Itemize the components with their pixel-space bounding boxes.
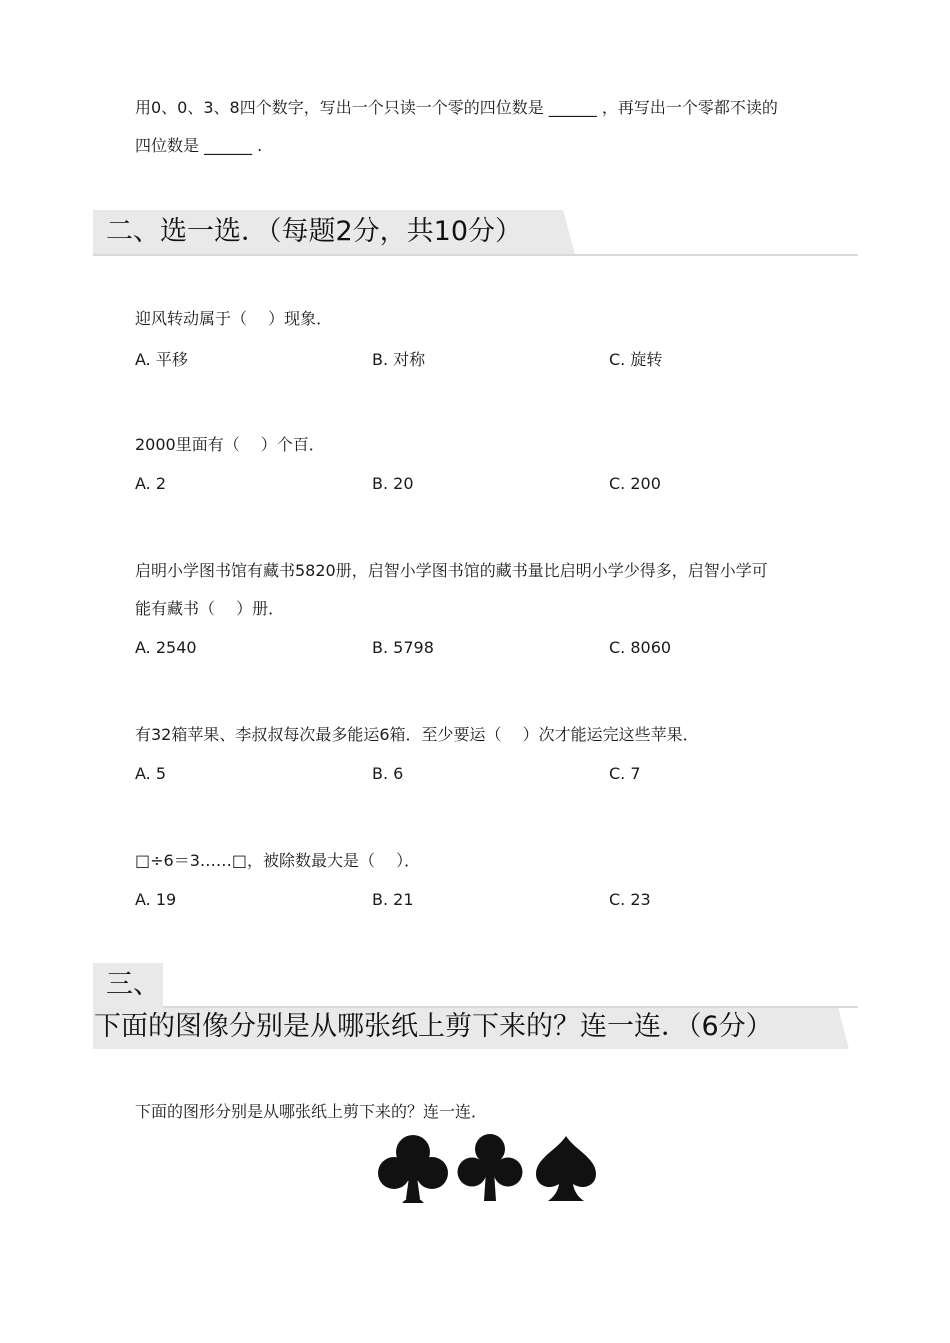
- section-title: 下面的图像分别是从哪张纸上剪下来的？连一连．（6分）: [94, 1011, 773, 1042]
- fill-question-line1: 用0、0、3、8四个数字，写出一个只读一个零的四位数是 ______ ，再写出一个零都不读的: [135, 98, 778, 117]
- three-leaf-icon: [378, 1133, 448, 1205]
- option-b[interactable]: B. 21: [372, 890, 414, 909]
- option-c[interactable]: C. 23: [609, 890, 651, 909]
- option-c[interactable]: C. 200: [609, 474, 661, 493]
- question-text-line2: 能有藏书（ ）册．: [135, 599, 285, 618]
- section-label: 三、: [106, 969, 160, 1000]
- option-c[interactable]: C. 旋转: [609, 350, 663, 369]
- option-a[interactable]: A. 2: [135, 474, 167, 493]
- option-a[interactable]: A. 平移: [135, 350, 188, 369]
- question-text: 下面的图形分别是从哪张纸上剪下来的？连一连．: [135, 1102, 488, 1121]
- question-text: □÷6＝3……□，被除数最大是（ ）．: [135, 851, 421, 870]
- option-b[interactable]: B. 6: [372, 764, 404, 783]
- club-icon: [457, 1133, 523, 1203]
- question-text: 2000里面有（ ）个百．: [135, 435, 325, 454]
- option-b[interactable]: B. 对称: [372, 350, 426, 369]
- section-title: 二、选一选．（每题2分，共10分）: [106, 216, 523, 247]
- fill-question-line2: 四位数是 ______ .: [135, 136, 263, 155]
- option-c[interactable]: C. 8060: [609, 638, 672, 657]
- spade-icon: [535, 1136, 597, 1202]
- option-b[interactable]: B. 20: [372, 474, 414, 493]
- option-a[interactable]: A. 19: [135, 890, 177, 909]
- question-text: 有32箱苹果、李叔叔每次最多能运6箱．至少要运（ ）次才能运完这些苹果．: [135, 725, 699, 744]
- option-c[interactable]: C. 7: [609, 764, 641, 783]
- option-a[interactable]: A. 2540: [135, 638, 197, 657]
- option-b[interactable]: B. 5798: [372, 638, 434, 657]
- question-text-line1: 启明小学图书馆有藏书5820册，启智小学图书馆的藏书量比启明小学少得多，启智小学可: [135, 561, 768, 580]
- option-a[interactable]: A. 5: [135, 764, 167, 783]
- question-text: 迎风转动属于（ ）现象．: [135, 309, 333, 328]
